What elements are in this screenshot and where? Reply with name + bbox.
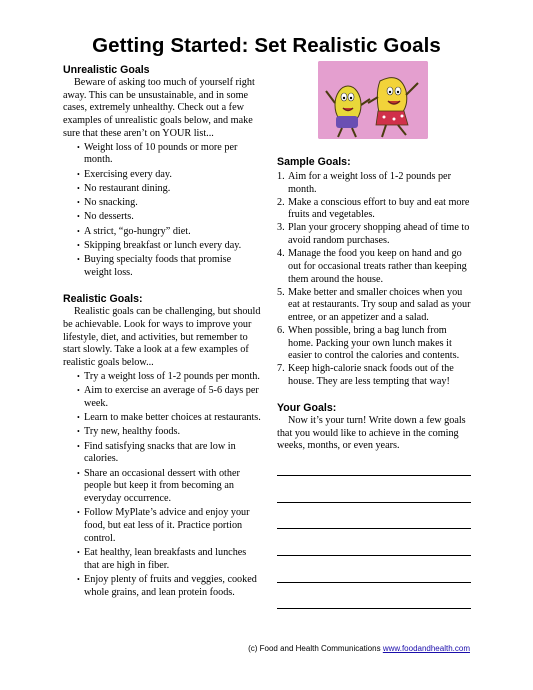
unrealistic-list xyxy=(63,142,261,280)
item-text: Plan your grocery shopping ahead of time to avoid random purchases. xyxy=(288,222,470,247)
your-goals-heading: Your Goals: xyxy=(277,402,337,415)
list-item: • No desserts. xyxy=(77,211,261,224)
list-item: • Try new, healthy foods. xyxy=(77,426,261,439)
realistic-intro: Realistic goals can be challenging, but should be achievable. Look for ways to improve your lifestyle, diet, and activities, but remember to start slowly. Take a look at a few examples of realistic goals below... xyxy=(63,306,261,369)
goal-write-line[interactable] xyxy=(277,502,471,503)
goal-write-line[interactable] xyxy=(277,475,471,476)
list-item xyxy=(277,363,473,388)
list-item: • Enjoy plenty of fruits and veggies, cooked whole grains, and lean protein foods. xyxy=(77,574,261,599)
list-item: • Learn to make better choices at restaurants. xyxy=(77,412,261,425)
footer xyxy=(0,644,470,653)
list-item: • Eat healthy, lean breakfasts and lunches that are high in fiber. xyxy=(77,547,261,572)
item-text: Make better and smaller choices when you eat at restaurants. Try soup and salad as your entree, or an appetizer and a salad. xyxy=(288,286,471,323)
item-number: 4. xyxy=(277,248,285,260)
item-text: When possible, bring a bag lunch from home. Packing your own lunch makes it easier to control the calories and contents. xyxy=(288,324,460,362)
your-goals-intro: Now it’s your turn! Write down a few goals that you would like to achieve in the coming weeks, months, or even years. xyxy=(277,415,466,452)
list-item: • A strict, “go-hungry” diet. xyxy=(77,226,261,239)
list-item xyxy=(277,325,473,363)
item-number: 3. xyxy=(277,222,285,234)
goal-write-line[interactable] xyxy=(277,528,471,529)
right-column xyxy=(277,156,473,453)
item-text: Make a conscious effort to buy and eat more fruits and vegetables. xyxy=(288,196,470,221)
list-item: • Try a weight loss of 1-2 pounds per month. xyxy=(77,371,261,384)
list-item xyxy=(277,222,473,247)
goal-write-line[interactable] xyxy=(277,555,471,556)
sample-list xyxy=(277,171,473,389)
goal-writing-lines xyxy=(277,475,471,635)
list-item: • No snacking. xyxy=(77,197,261,210)
item-text: Manage the food you keep on hand and go out for occasional treats rather than keeping them around the house. xyxy=(288,248,467,285)
list-item xyxy=(277,287,473,325)
unrealistic-intro: Beware of asking too much of yourself right away. This can be unsustainable, and in some cases, extremely unhealthy. Check out a few examples of unrealistic goals below, and make sure that these aren’t on YOUR list... xyxy=(63,77,255,139)
realistic-list xyxy=(63,371,261,600)
footer-credit: (c) Food and Health Communications xyxy=(248,644,381,653)
footer-link[interactable]: www.foodandhealth.com xyxy=(382,644,470,653)
item-text: Aim for a weight loss of 1-2 pounds per month. xyxy=(288,171,451,195)
item-number: 5. xyxy=(277,286,285,298)
list-item: • Weight loss of 10 pounds or more per month. xyxy=(77,142,261,167)
dancing-fruit-icon xyxy=(318,61,428,139)
item-number: 6. xyxy=(277,324,285,336)
goal-write-line[interactable] xyxy=(277,608,471,609)
list-item xyxy=(277,171,473,196)
item-number: 7. xyxy=(277,363,285,375)
list-item xyxy=(277,248,473,286)
list-item xyxy=(277,197,473,222)
list-item: • No restaurant dining. xyxy=(77,183,261,196)
left-column xyxy=(63,64,261,601)
item-text: Keep high-calorie snack foods out of the house. They are less tempting that way! xyxy=(288,363,454,388)
list-item: • Find satisfying snacks that are low in calories. xyxy=(77,441,261,466)
page-title: Getting Started: Set Realistic Goals xyxy=(92,34,441,57)
list-item: • Share an occasional dessert with other people but keep it from becoming an everyday occurrence. xyxy=(77,468,261,506)
list-item: • Exercising every day. xyxy=(77,169,261,182)
item-number: 1. xyxy=(277,171,285,182)
sample-heading: Sample Goals: xyxy=(277,156,351,168)
list-item: • Buying specialty foods that promise weight loss. xyxy=(77,254,261,279)
dancing-fruit-clipart xyxy=(318,61,428,139)
list-item: • Skipping breakfast or lunch every day. xyxy=(77,240,261,253)
list-item: • Aim to exercise an average of 5-6 days per week. xyxy=(77,385,261,410)
realistic-heading: Realistic Goals: xyxy=(63,293,143,306)
unrealistic-heading: Unrealistic Goals xyxy=(63,64,150,76)
list-item: • Follow MyPlate’s advice and enjoy your food, but eat less of it. Practice portion control. xyxy=(77,507,261,545)
item-number: 2. xyxy=(277,196,285,208)
goal-write-line[interactable] xyxy=(277,582,471,583)
